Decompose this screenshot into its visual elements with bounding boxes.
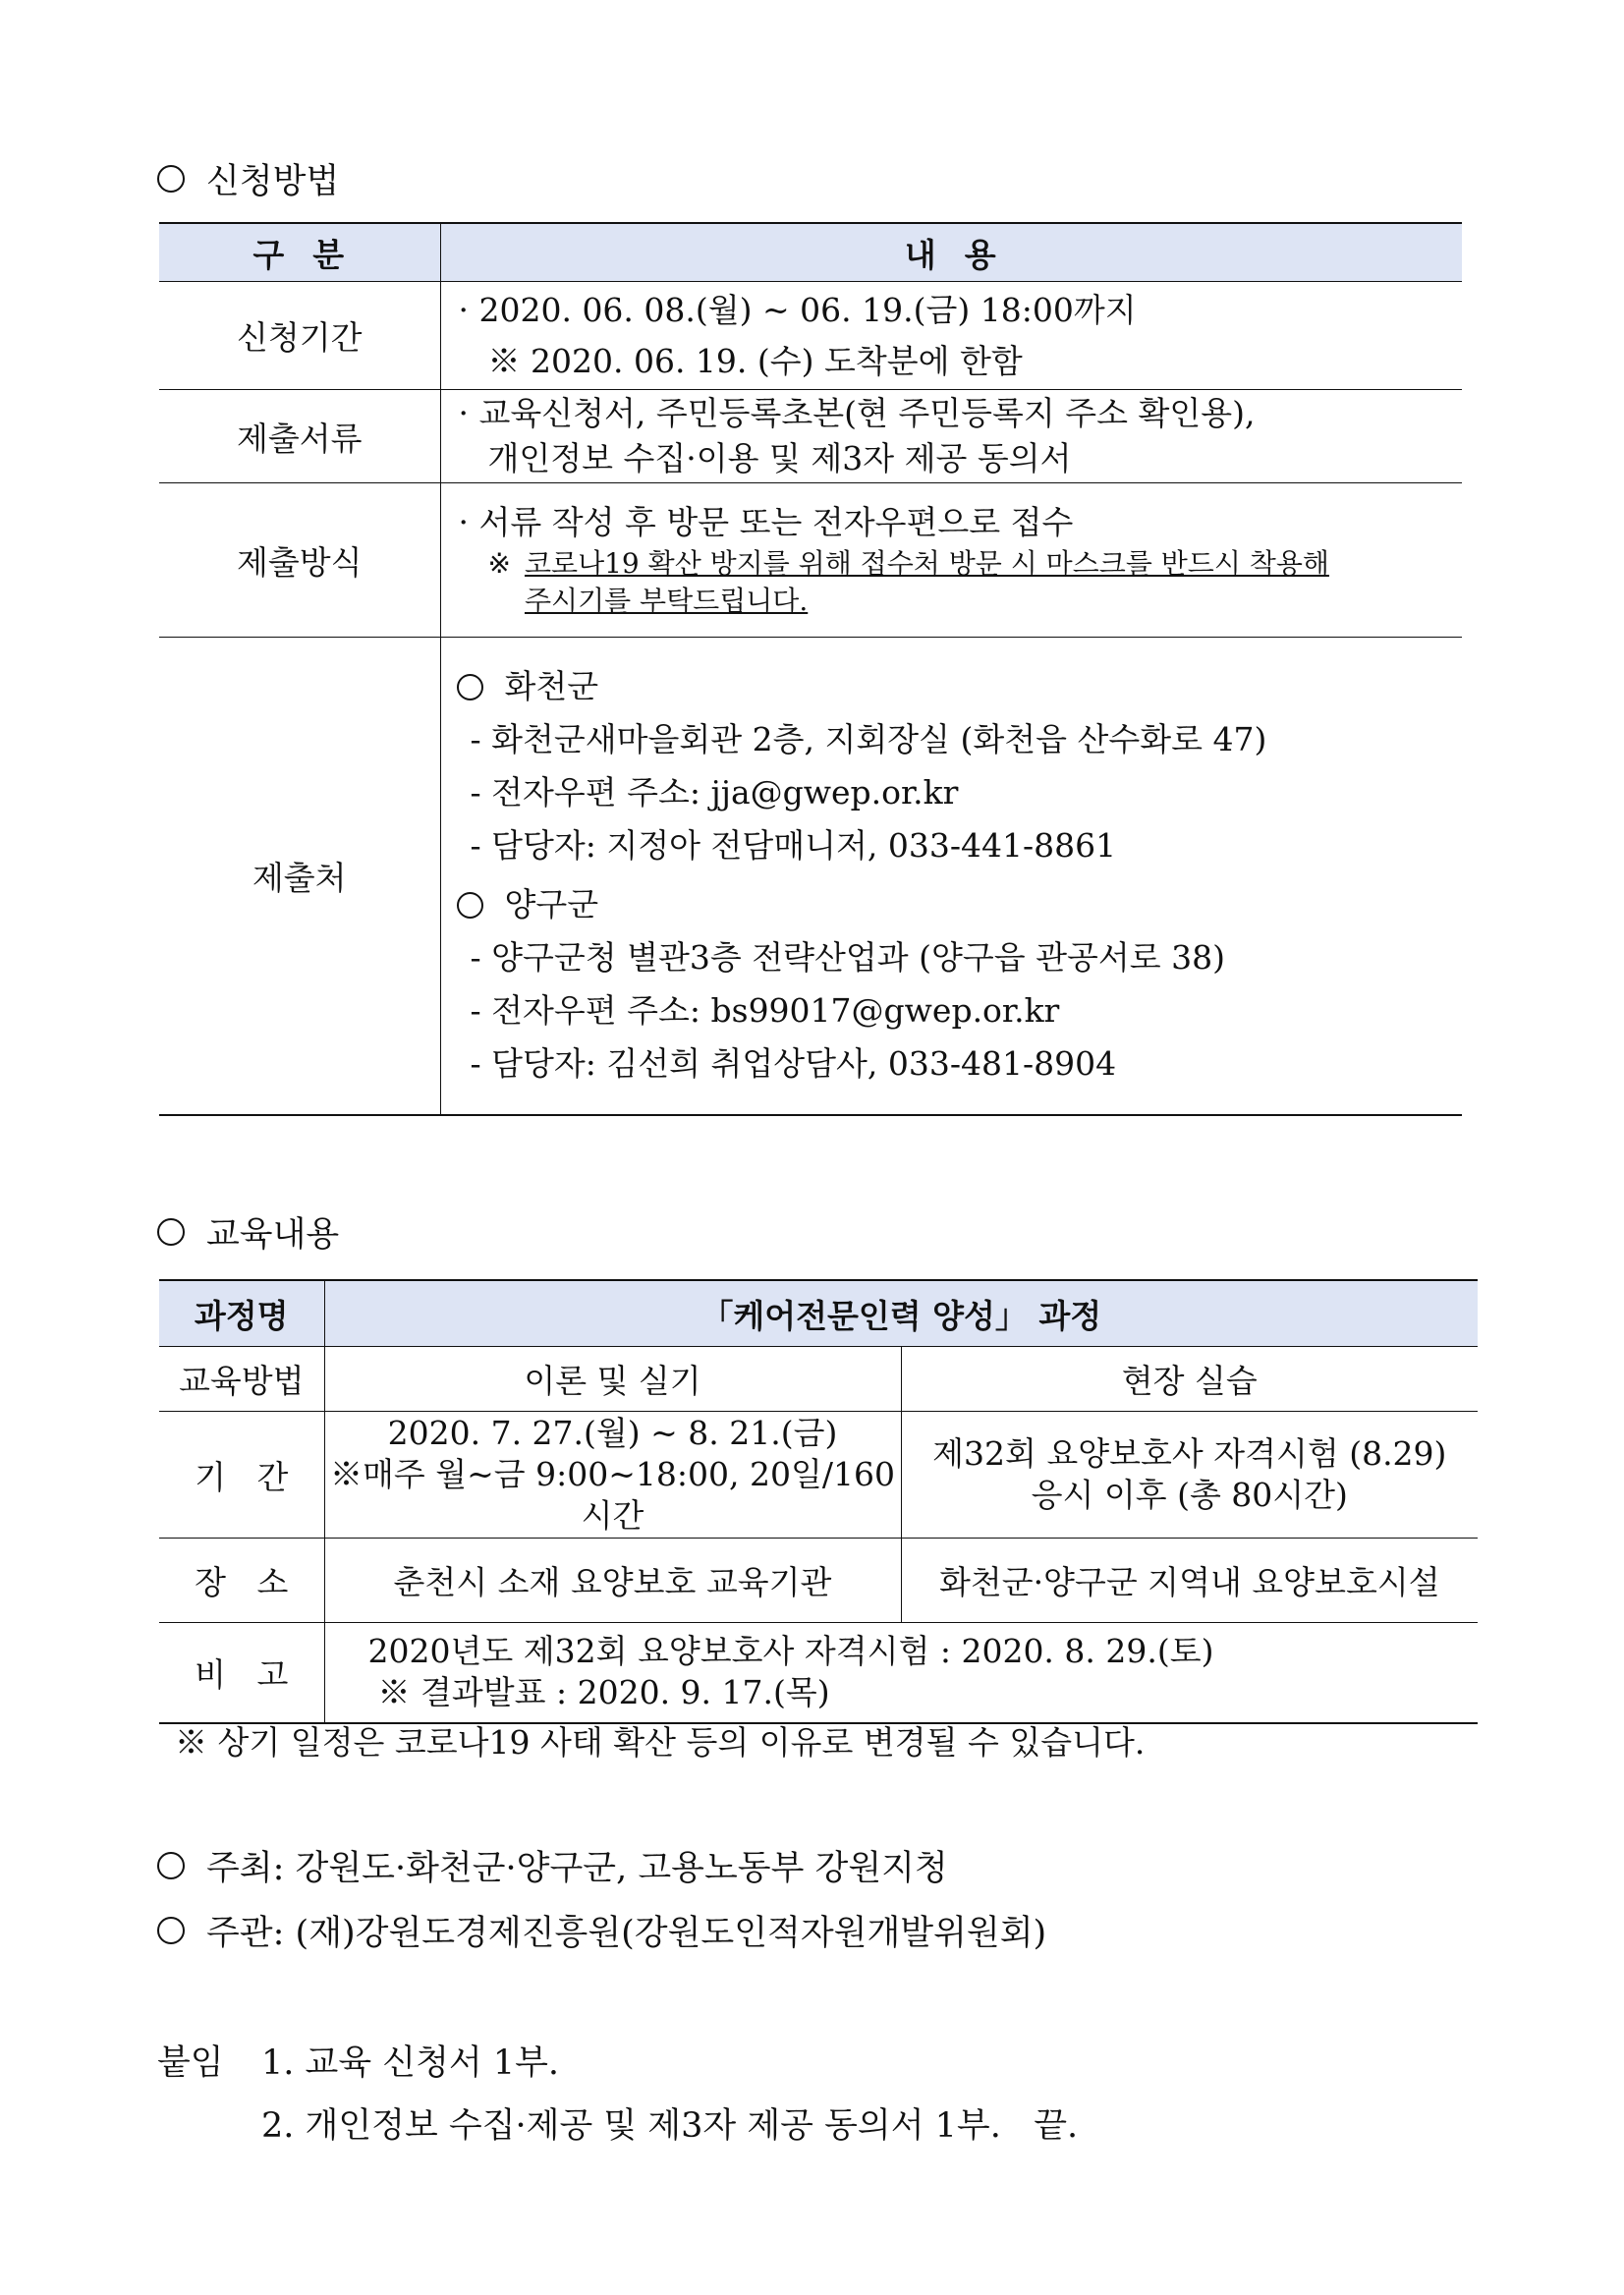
- place-contact: - 담당자: 김선희 취업상담사, 033-481-8904: [470, 1044, 1117, 1084]
- organizer-text: 주최: 강원도·화천군·양구군, 고용노동부 강원지청: [206, 1849, 948, 1888]
- period-theory: [324, 1412, 901, 1539]
- course-header-row: [159, 1280, 1478, 1347]
- organizer-line: [157, 1841, 948, 1890]
- content-line: · 교육신청서, 주민등록초본(현 주민등록지 주소 확인용),: [458, 394, 1256, 432]
- note-line: 주시기를 부탁드립니다.: [524, 585, 809, 617]
- table-row: [159, 1412, 1478, 1539]
- row-label-destination: 제출처: [159, 638, 440, 1115]
- manager-line: [157, 1906, 1046, 1955]
- remark-line: 2020년도 제32회 요양보호사 자격시험 : 2020. 8. 29.(토): [367, 1632, 1214, 1671]
- period-practice: [901, 1412, 1478, 1539]
- course-name-label: 과정명: [159, 1280, 324, 1347]
- remark-content: [324, 1623, 1478, 1723]
- section-title-text: 교육내용: [206, 1215, 340, 1255]
- table-row: [159, 638, 1462, 1115]
- section-title-application: [157, 154, 339, 203]
- table-header-row: [159, 223, 1462, 282]
- mask-notice: [459, 545, 1462, 620]
- place-hwacheon: [457, 660, 1462, 713]
- remark-line: ※ 결과발표 : 2020. 9. 17.(목): [377, 1673, 830, 1712]
- place-label: 장 소: [159, 1539, 324, 1623]
- table-row: [159, 1347, 1478, 1412]
- table-row: [159, 1623, 1478, 1723]
- row-content-period: [440, 282, 1462, 390]
- place-practice: 화천군·양구군 지역내 요양보호시설: [901, 1539, 1478, 1623]
- place-detail: - 화천군새마을회관 2층, 지회장실 (화천읍 산수화로 47): [470, 720, 1267, 759]
- period-line: 2020. 7. 27.(월) ~ 8. 21.(금): [387, 1414, 838, 1452]
- attachment-item: 2. 개인정보 수집·제공 및 제3자 제공 동의서 1부. 끝.: [261, 2106, 1079, 2146]
- place-email: - 전자우편 주소: jja@gwep.or.kr: [470, 773, 959, 812]
- application-table: [159, 222, 1462, 1116]
- circle-bullet-icon: [157, 1218, 185, 1246]
- row-label-documents: 제출서류: [159, 390, 440, 483]
- circle-bullet-icon: [157, 1852, 185, 1879]
- method-practice: 현장 실습: [901, 1347, 1478, 1412]
- education-table: [159, 1279, 1478, 1724]
- table-row: [159, 390, 1462, 483]
- method-theory: 이론 및 실기: [324, 1347, 901, 1412]
- schedule-footnote: ※ 상기 일정은 코로나19 사태 확산 등의 이유로 변경될 수 있습니다.: [175, 1723, 1146, 1762]
- content-line: 개인정보 수집·이용 및 제3자 제공 동의서: [487, 439, 1072, 477]
- remark-label: 비 고: [159, 1623, 324, 1723]
- place-detail: - 양구군청 별관3층 전략산업과 (양구읍 관공서로 38): [470, 938, 1226, 978]
- method-label: 교육방법: [159, 1347, 324, 1412]
- col-header-content: 내 용: [440, 223, 1462, 282]
- period-line: ※매주 월~금 9:00~18:00, 20일/160시간: [330, 1455, 895, 1535]
- period-line: 제32회 요양보호사 자격시험 (8.29): [932, 1434, 1447, 1473]
- content-line: · 2020. 06. 08.(월) ~ 06. 19.(금) 18:00까지: [458, 290, 1137, 329]
- row-content-method: [440, 483, 1462, 638]
- table-row: [159, 1539, 1478, 1623]
- note-line: 코로나19 확산 방지를 위해 접수처 방문 시 마스크를 반드시 착용해: [524, 547, 1329, 580]
- period-label: 기 간: [159, 1412, 324, 1539]
- attachments-label: 붙임: [157, 2043, 224, 2083]
- section-title-text: 신청방법: [206, 162, 340, 201]
- row-content-documents: [440, 390, 1462, 483]
- section-title-education: [157, 1207, 339, 1257]
- place-yanggu: [457, 878, 1462, 931]
- circle-bullet-icon: [457, 892, 483, 919]
- circle-bullet-icon: [457, 674, 483, 700]
- content-line: · 서류 작성 후 방문 또는 전자우편으로 접수: [458, 503, 1074, 541]
- row-label-method: 제출방식: [159, 483, 440, 638]
- table-row: [159, 282, 1462, 390]
- place-name: 화천군: [504, 667, 599, 706]
- place-name: 양구군: [504, 885, 599, 924]
- table-row: [159, 483, 1462, 638]
- circle-bullet-icon: [157, 165, 185, 193]
- content-line: ※ 2020. 06. 19. (수) 도착분에 한함: [487, 341, 1023, 380]
- manager-text: 주관: (재)강원도경제진흥원(강원도인적자원개발위원회): [206, 1914, 1047, 1953]
- place-email: - 전자우편 주소: bs99017@gwep.or.kr: [470, 991, 1060, 1031]
- period-line: 응시 이후 (총 80시간): [1031, 1476, 1348, 1514]
- row-label-period: 신청기간: [159, 282, 440, 390]
- row-content-destination: [440, 638, 1462, 1115]
- note-mark: ※: [487, 547, 511, 580]
- course-name: 「케어전문인력 양성」 과정: [324, 1280, 1478, 1347]
- place-theory: 춘천시 소재 요양보호 교육기관: [324, 1539, 901, 1623]
- col-header-category: 구 분: [159, 223, 440, 282]
- attachment-item: 1. 교육 신청서 1부.: [261, 2043, 560, 2083]
- place-contact: - 담당자: 지정아 전담매니저, 033-441-8861: [470, 826, 1117, 866]
- circle-bullet-icon: [157, 1917, 185, 1944]
